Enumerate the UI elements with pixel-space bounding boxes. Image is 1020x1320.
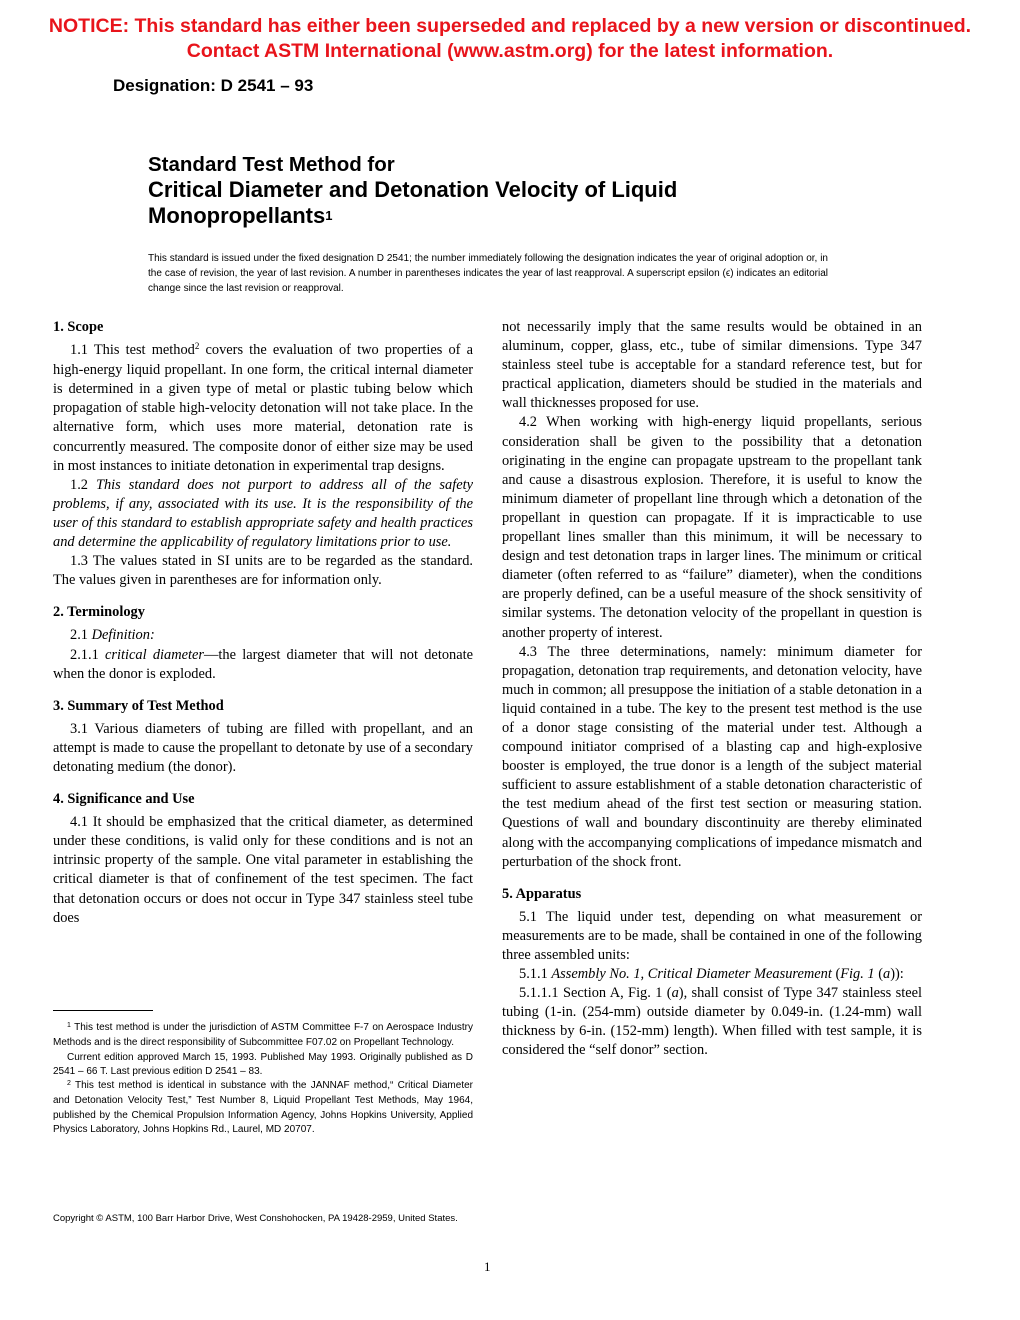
- footnote-2-text: This test method is identical in substance with the JANNAF method,“ Critical Diameter and Detonation Velocity Test,” Test Number 8, Liquid Propellant Test Methods, May 1964, published by the Chemical Propulsion Information Agency, Johns Hopkins University, Applied Physics Laboratory, Johns Hopkins Rd., Laurel, MD 20707.: [53, 1080, 473, 1136]
- section-heading-summary: 3. Summary of Test Method: [53, 697, 224, 714]
- issuance-note: This standard is issued under the fixed designation D 2541; the number immediately following the designation indicates the year of original adoption or, in the case of revision, the year of last revision. A number in parentheses indicates the year of last reapproval. A superscript epsilon (ϵ) indicates an editorial change since the last revision or reapproval.: [148, 253, 828, 294]
- p2-1-1-term: critical diameter: [105, 646, 204, 663]
- title-line-3-text: Monopropellants: [148, 203, 326, 228]
- paragraph-2-1-1: [53, 646, 473, 684]
- footnote-2: [53, 1079, 473, 1137]
- p5-1-1-1-i: a: [671, 985, 679, 1002]
- title-footnote-mark: 1: [325, 208, 333, 223]
- p1-2-num: 1.2: [70, 476, 96, 493]
- paragraph-4-3: 4.3 The three determinations, namely: minimum diameter for propagation, detonation trap requirements, and detonation velocity, have much in common; all presuppose the initiation of a stable detonation in a liquid contained in a tube. The key to the present test method is the use of a donor stage consisting of the material under test. Although a compound initiator comprised of a blasting cap and high-explosive booster is employed, the true donor is a length of the subject material sufficient to assure establishment of a stable detonation characteristic of the test medium ahead of the first test section or measuring station. Questions of wall and boundary discontinuity are thereby eliminated along with the accompanying complications of impedance mismatch and perturbation of the shock front.: [502, 643, 922, 870]
- p5-1-1-close: (: [874, 966, 883, 983]
- section-heading-terminology: 2. Terminology: [53, 604, 145, 621]
- p1-1-b: covers the evaluation of two properties of a high-energy liquid propellant. In one form, the critical internal diameter is determined in a given type of metal or plastic tubing below which propagation of stable high-velocity detonation will not take place. In the alternative form, which uses more material, detonation rate is concurrently measured. The composite donor of either size may be used in most instances to initiate detonation in experimental trap designs.: [53, 342, 473, 474]
- footnote-2-mark: 2: [67, 1080, 71, 1088]
- p5-1-1-1-a: 5.1.1.1 Section A, Fig. 1 (: [519, 985, 672, 1002]
- footnote-ref-2: 2: [194, 341, 200, 352]
- paragraph-1-1: [53, 341, 473, 476]
- p5-1-1-open: (: [831, 966, 841, 983]
- notice-line-1: NOTICE: This standard has either been superseded and replaced by a new version or discontinued.: [48, 15, 972, 37]
- designation: Designation: D 2541 – 93: [113, 76, 314, 95]
- page-number: 1: [484, 1259, 491, 1274]
- p2-1-1-num: 2.1.1: [70, 646, 106, 663]
- footnote-1: [53, 1021, 473, 1051]
- copyright-line: Copyright © ASTM, 100 Barr Harbor Drive, West Conshohocken, PA 19428-2959, United States.: [53, 1213, 458, 1224]
- paragraph-1-3: 1.3 The values stated in SI units are to be regarded as the standard. The values given in parentheses are for information only.: [53, 553, 473, 589]
- p5-1-1-num: 5.1.1: [519, 966, 552, 983]
- title-line-3: [148, 203, 848, 232]
- footnote-1-text: This test method is under the jurisdiction of ASTM Committee F-7 on Aerospace Industry Methods and is the direct responsibility of Subcommittee F07.02 on Propellant Technology.: [53, 1022, 473, 1049]
- paragraph-5-1: 5.1 The liquid under test, depending on what measurement or measurements are to be made, shall be contained in one of the following three assembled units:: [502, 908, 922, 963]
- paragraph-4-2: 4.2 When working with high-energy liquid propellants, serious consideration shall be given to the possibility that a detonation originating in the engine can propagate upstream to the propellant tank and cause a disastrous explosion. Therefore, it is useful to know the minimum diameter of propellant line through which a detonation of the propellant in question can propagate. If it is impracticable to use propellant lines smaller than this minimum, it will be necessary to design and test detonation traps in larger lines. The minimum or critical diameter (often referred to as “failure” diameter), when the conditions are properly defined, can be a useful measure of the shock sensitivity of similar systems. The detonation velocity of the propellant in question is another property of interest.: [502, 414, 922, 641]
- left-column: [53, 318, 473, 928]
- document-title: [148, 153, 848, 232]
- notice-line-2: Contact ASTM International (www.astm.org) for the latest information.: [186, 40, 834, 62]
- p5-1-1-end: )):: [890, 966, 904, 983]
- right-column: [502, 318, 922, 1061]
- p1-1-a: 1.1 This test method: [70, 342, 195, 359]
- p2-1-text: Definition:: [91, 627, 155, 644]
- p5-1-1-a: a: [883, 966, 891, 983]
- footnote-1-continued: Current edition approved March 15, 1993. Published May 1993. Originally published as D 2541 – 66 T. Last previous edition D 2541 – 83.: [53, 1051, 473, 1077]
- footnotes: [53, 1021, 473, 1137]
- footnote-divider: [53, 1010, 153, 1011]
- p2-1-1-text: —the largest diameter that will not detonate when the donor is exploded.: [53, 646, 473, 682]
- paragraph-3-1: 3.1 Various diameters of tubing are filled with propellant, and an attempt is made to cause the propellant to detonate by use of a secondary detonating medium (the donor).: [53, 720, 473, 775]
- supersession-notice: [0, 14, 1020, 64]
- section-heading-significance: 4. Significance and Use: [53, 791, 195, 808]
- title-line-1: Standard Test Method for: [148, 153, 395, 176]
- paragraph-4-1-start: 4.1 It should be emphasized that the critical diameter, as determined under these conditions, is valid only for these conditions and is not an intrinsic property of the sample. One vital parameter in establishing the critical diameter is that of confinement of the test specimen. The fact that detonation occurs or does not occur in Type 347 stainless steel tube does: [53, 814, 473, 926]
- section-heading-scope: 1. Scope: [53, 319, 104, 335]
- paragraph-4-1-continued: not necessarily imply that the same results would be obtained in an aluminum, copper, glass, etc., tube of similar dimensions. Type 347 stainless steel tube is acceptable for a standard reference test, but for practical application, diameters should be studied in the materials and wall thicknesses proposed for use.: [502, 319, 922, 412]
- paragraph-5-1-1-1: [502, 984, 922, 1060]
- paragraph-1-2: [53, 476, 473, 552]
- paragraph-2-1: [53, 626, 473, 645]
- paragraph-5-1-1: [502, 965, 922, 984]
- p5-1-1-fig: Fig. 1: [840, 966, 875, 983]
- p5-1-1-1-b: ), shall consist of Type 347 stainless steel tubing (1-in. (254-mm) outside diameter by 0.049-in. (1.24-mm) wall thickness by 6-in. (152-mm) length). When filled with test sample, it is considered the “self donor” section.: [502, 985, 922, 1059]
- footnote-1-mark: 1: [67, 1022, 71, 1029]
- p5-1-1-text: Assembly No. 1, Critical Diameter Measurement: [551, 966, 832, 983]
- section-heading-apparatus: 5. Apparatus: [502, 885, 582, 902]
- p1-2-text: This standard does not purport to address all of the safety problems, if any, associated with its use. It is the responsibility of the user of this standard to establish appropriate safety and health practices and determine the applicability of regulatory limitations prior to use.: [53, 476, 473, 551]
- title-line-2: Critical Diameter and Detonation Velocity of Liquid: [148, 177, 678, 202]
- p2-1-num: 2.1: [70, 627, 92, 644]
